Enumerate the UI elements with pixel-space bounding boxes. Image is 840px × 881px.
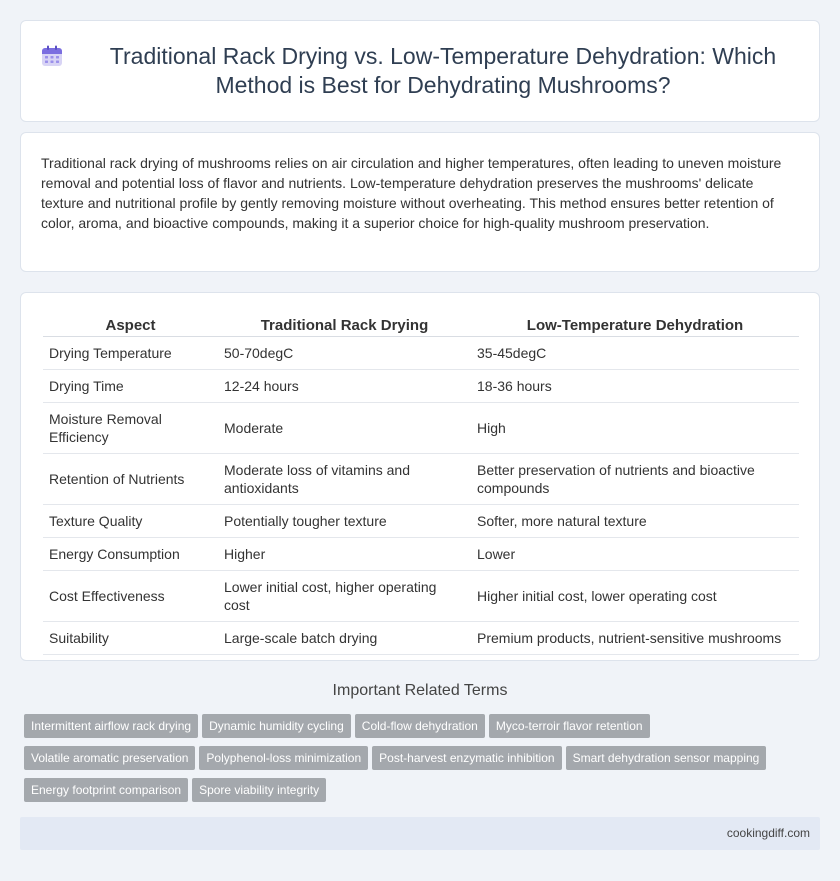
table-cell: Retention of Nutrients [43,454,218,505]
footer-site-link[interactable]: cookingdiff.com [726,826,810,840]
related-term-tag[interactable]: Intermittent airflow rack drying [24,714,198,738]
related-terms-list [24,714,824,810]
column-header: Aspect [43,313,218,337]
table-row [43,454,799,505]
table-cell: Softer, more natural texture [471,505,799,538]
summary-card [20,132,820,272]
table-cell: Lower initial cost, higher operating cost [218,571,471,622]
table-cell: Drying Temperature [43,337,218,370]
column-header: Traditional Rack Drying [218,313,471,337]
table-cell: Potentially tougher texture [218,505,471,538]
related-terms-heading: Important Related Terms [332,682,508,699]
related-term-tag[interactable]: Myco-terroir flavor retention [489,714,650,738]
table-cell: Suitability [43,622,218,655]
table-cell: 35-45degC [471,337,799,370]
related-term-tag[interactable]: Polyphenol-loss minimization [199,746,368,770]
summary-paragraph: Traditional rack drying of mushrooms relies on air circulation and higher temperatures, often leading to uneven moisture removal and potential loss of flavor and nutrients. Low-temperature dehydration preserves the mushrooms' delicate texture and nutritional profile by gently removing moisture without overheating. This method ensures better retention of color, aroma, and bioactive compounds, making it a superior choice for high-quality mushroom preservation. [41,155,782,231]
related-term-tag[interactable]: Dynamic humidity cycling [202,714,351,738]
related-term-tag[interactable]: Post-harvest enzymatic inhibition [372,746,561,770]
table-cell: Moisture Removal Efficiency [43,403,218,454]
table-row [43,571,799,622]
table-cell: Lower [471,538,799,571]
header [41,42,799,100]
comparison-table-card [20,292,820,661]
table-cell: Moderate [218,403,471,454]
table-cell: Moderate loss of vitamins and antioxidants [218,454,471,505]
calendar-icon [41,45,63,67]
table-cell: High [471,403,799,454]
column-header: Low-Temperature Dehydration [471,313,799,337]
table-cell: Better preservation of nutrients and bioactive compounds [471,454,799,505]
table-cell: Texture Quality [43,505,218,538]
related-term-tag[interactable]: Cold-flow dehydration [355,714,485,738]
related-term-tag[interactable]: Smart dehydration sensor mapping [566,746,767,770]
table-cell: 50-70degC [218,337,471,370]
table-row [43,370,799,403]
table-cell: Large-scale batch drying [218,622,471,655]
table-row [43,337,799,370]
table-cell: Premium products, nutrient-sensitive mushrooms [471,622,799,655]
table-row [43,622,799,655]
table-cell: Drying Time [43,370,218,403]
table-cell: Energy Consumption [43,538,218,571]
footer [20,817,820,850]
table-row [43,403,799,454]
related-term-tag[interactable]: Energy footprint comparison [24,778,188,802]
table-cell: Higher initial cost, lower operating cost [471,571,799,622]
table-header-row [43,313,799,337]
table-cell: Cost Effectiveness [43,571,218,622]
comparison-table [43,313,799,655]
header-card [20,20,820,122]
related-term-tag[interactable]: Volatile aromatic preservation [24,746,195,770]
table-cell: 12-24 hours [218,370,471,403]
table-cell: 18-36 hours [471,370,799,403]
table-row [43,538,799,571]
table-cell: Higher [218,538,471,571]
table-row [43,505,799,538]
related-term-tag[interactable]: Spore viability integrity [192,778,326,802]
page-title: Traditional Rack Drying vs. Low-Temperature Dehydration: Which Method is Best for Dehydrating Mushrooms? [109,43,777,98]
